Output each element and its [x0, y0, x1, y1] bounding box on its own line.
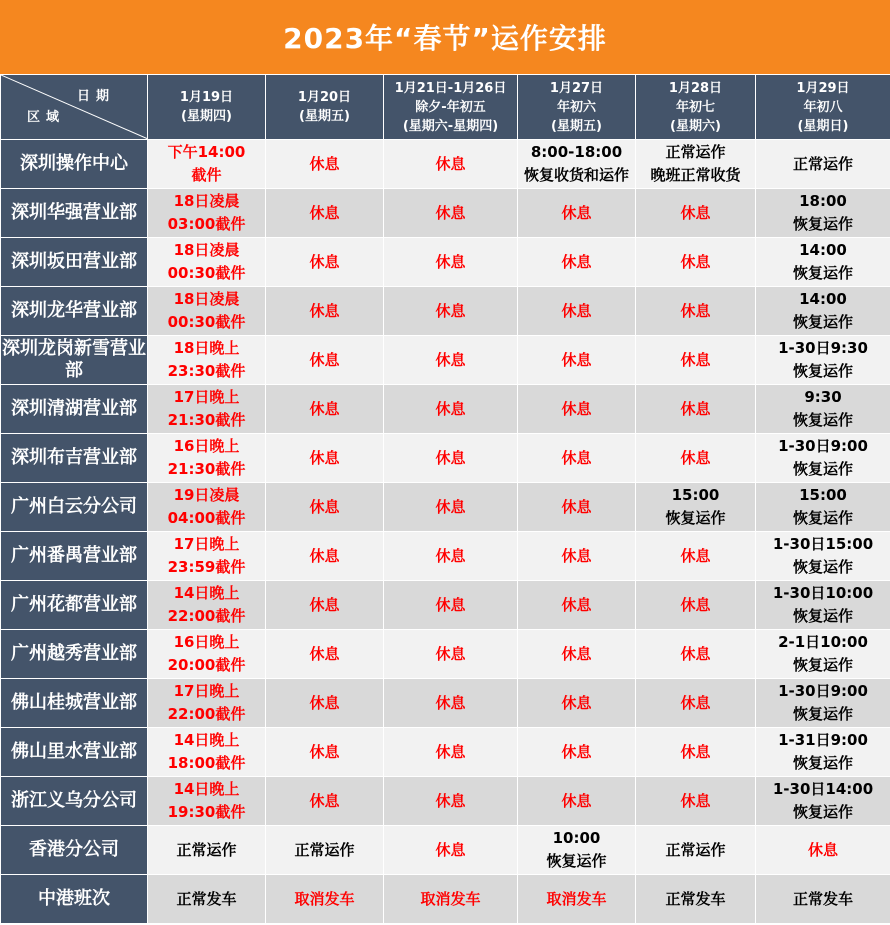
cell-line-2: 恢复运作	[546, 852, 607, 870]
cell-line-1: 休息	[680, 595, 711, 614]
schedule-cell	[148, 679, 266, 728]
cell-line-1: 1-30日9:00	[778, 437, 868, 455]
cell-line-1: 1-30日10:00	[772, 584, 874, 602]
cell-line-1: 1-30日9:30	[778, 339, 868, 357]
schedule-cell	[636, 826, 756, 875]
cell-line-1: 休息	[309, 742, 340, 761]
table-row	[1, 630, 890, 679]
cell-line-1: 17日晚上	[173, 682, 240, 700]
cell-line-1: 休息	[561, 448, 592, 467]
cell-line-1: 休息	[807, 840, 838, 859]
schedule-cell	[518, 679, 636, 728]
cell-line-1: 17日晚上	[173, 535, 240, 553]
cell-line-1: 休息	[309, 350, 340, 369]
column-weekday: (星期四)	[181, 109, 232, 124]
cell-line-1: 休息	[561, 497, 592, 516]
column-header	[756, 75, 890, 140]
cell-line-1: 休息	[561, 546, 592, 565]
table-header	[1, 75, 890, 140]
schedule-cell	[148, 238, 266, 287]
table-row	[1, 434, 890, 483]
cell-line-2: 恢复运作	[792, 509, 853, 527]
schedule-cell	[384, 238, 518, 287]
cell-line-2: 22:00截件	[167, 705, 246, 723]
cell-line-1: 18日凌晨	[173, 192, 240, 210]
schedule-cell	[756, 728, 890, 777]
cell-line-1: 休息	[435, 742, 466, 761]
schedule-cell	[148, 483, 266, 532]
schedule-cell	[384, 483, 518, 532]
cell-line-1: 休息	[680, 252, 711, 271]
cell-line-1: 休息	[435, 791, 466, 810]
column-lunar: 年初七	[675, 99, 715, 115]
cell-line-2: 恢复运作	[792, 411, 853, 429]
cell-line-1: 休息	[309, 497, 340, 516]
region-name: 广州越秀营业部	[1, 630, 148, 679]
cell-line-2: 恢复运作	[792, 460, 853, 478]
cell-line-1: 休息	[561, 203, 592, 222]
schedule-cell	[148, 385, 266, 434]
schedule-cell	[636, 483, 756, 532]
schedule-cell	[384, 581, 518, 630]
cell-line-1: 休息	[680, 791, 711, 810]
cell-line-2: 03:00截件	[167, 215, 246, 233]
schedule-cell	[266, 238, 384, 287]
cell-line-1: 正常发车	[792, 889, 853, 908]
schedule-cell	[518, 336, 636, 385]
cell-line-1: 休息	[435, 497, 466, 516]
cell-line-1: 休息	[561, 791, 592, 810]
cell-line-1: 休息	[561, 595, 592, 614]
schedule-cell	[636, 287, 756, 336]
cell-line-1: 休息	[680, 350, 711, 369]
schedule-cell	[384, 287, 518, 336]
schedule-cell	[756, 581, 890, 630]
cell-line-2: 19:30截件	[167, 803, 246, 821]
cell-line-2: 00:30截件	[167, 264, 246, 282]
cell-line-1: 休息	[435, 252, 466, 271]
table-row	[1, 483, 890, 532]
cell-line-1: 正常运作	[665, 840, 726, 859]
schedule-cell	[756, 826, 890, 875]
region-name: 佛山桂城营业部	[1, 679, 148, 728]
column-lunar: 年初八	[803, 99, 843, 115]
schedule-cell	[518, 777, 636, 826]
table-row	[1, 728, 890, 777]
cell-line-2: 04:00截件	[167, 509, 246, 527]
column-date: 1月28日	[668, 80, 723, 96]
cell-line-2: 恢复运作	[792, 264, 853, 282]
cell-line-1: 休息	[309, 399, 340, 418]
cell-line-1: 14日晚上	[173, 731, 240, 749]
schedule-cell	[266, 875, 384, 924]
schedule-cell	[756, 483, 890, 532]
cell-line-1: 休息	[309, 301, 340, 320]
schedule-cell	[384, 728, 518, 777]
schedule-cell	[636, 434, 756, 483]
cell-line-1: 16日晚上	[173, 633, 240, 651]
schedule-cell	[266, 826, 384, 875]
schedule-cell	[148, 336, 266, 385]
cell-line-1: 2-1日10:00	[778, 633, 868, 651]
region-name: 深圳龙岗新雪营业部	[1, 336, 148, 385]
schedule-cell	[384, 875, 518, 924]
region-name: 香港分公司	[1, 826, 148, 875]
column-date: 1月21日-1月26日	[394, 80, 507, 96]
cell-line-1: 取消发车	[546, 889, 607, 908]
cell-line-1: 正常运作	[294, 840, 355, 859]
table-row	[1, 777, 890, 826]
cell-line-1: 休息	[561, 742, 592, 761]
schedule-cell	[266, 532, 384, 581]
column-date: 1月19日	[179, 90, 234, 105]
schedule-cell	[148, 728, 266, 777]
schedule-cell	[518, 140, 636, 189]
cell-line-1: 休息	[309, 448, 340, 467]
table-row	[1, 581, 890, 630]
column-weekday: (星期六-星期四)	[402, 118, 499, 134]
corner-header	[1, 75, 148, 140]
schedule-cell	[384, 630, 518, 679]
cell-line-2: 恢复运作	[792, 215, 853, 233]
cell-line-1: 18日晚上	[173, 339, 240, 357]
cell-line-1: 休息	[435, 644, 466, 663]
cell-line-1: 休息	[309, 693, 340, 712]
cell-line-1: 休息	[309, 791, 340, 810]
cell-line-1: 休息	[309, 546, 340, 565]
cell-line-1: 15:00	[671, 486, 720, 504]
schedule-cell	[636, 777, 756, 826]
schedule-cell	[384, 826, 518, 875]
cell-line-1: 休息	[309, 252, 340, 271]
schedule-cell	[518, 238, 636, 287]
column-header	[148, 75, 266, 140]
corner-area-label: 区域	[27, 110, 66, 125]
cell-line-1: 14:00	[799, 290, 847, 308]
schedule-cell	[518, 189, 636, 238]
cell-line-1: 16日晚上	[173, 437, 240, 455]
table-row	[1, 140, 890, 189]
cell-line-1: 休息	[680, 301, 711, 320]
schedule-cell	[266, 385, 384, 434]
schedule-cell	[518, 385, 636, 434]
cell-line-2: 20:00截件	[167, 656, 246, 674]
column-date: 1月27日	[549, 80, 604, 96]
schedule-cell	[266, 581, 384, 630]
cell-line-2: 恢复运作	[792, 313, 853, 331]
schedule-cell	[384, 679, 518, 728]
schedule-cell	[384, 434, 518, 483]
cell-line-1: 休息	[680, 546, 711, 565]
schedule-cell	[636, 581, 756, 630]
schedule-cell	[636, 728, 756, 777]
schedule-cell	[518, 826, 636, 875]
cell-line-1: 休息	[561, 644, 592, 663]
schedule-cell	[384, 777, 518, 826]
schedule-cell	[756, 630, 890, 679]
cell-line-2: 恢复运作	[792, 754, 853, 772]
schedule-cell	[756, 336, 890, 385]
schedule-cell	[266, 777, 384, 826]
schedule-cell	[636, 630, 756, 679]
cell-line-1: 休息	[435, 595, 466, 614]
cell-line-2: 18:00截件	[167, 754, 246, 772]
schedule-cell	[756, 189, 890, 238]
schedule-cell	[384, 336, 518, 385]
schedule-cell	[148, 826, 266, 875]
cell-line-1: 14日晚上	[173, 780, 240, 798]
cell-line-2: 恢复收货和运作	[523, 166, 629, 184]
cell-line-1: 1-31日9:00	[778, 731, 868, 749]
cell-line-2: 恢复运作	[792, 362, 853, 380]
schedule-cell	[518, 581, 636, 630]
region-name: 中港班次	[1, 875, 148, 924]
schedule-cell	[636, 385, 756, 434]
cell-line-1: 8:00-18:00	[530, 143, 623, 161]
schedule-cell	[148, 777, 266, 826]
cell-line-1: 休息	[680, 742, 711, 761]
schedule-cell	[384, 189, 518, 238]
schedule-cell	[266, 140, 384, 189]
table-row	[1, 875, 890, 924]
column-lunar: 除夕-年初五	[415, 99, 486, 115]
cell-line-1: 休息	[561, 301, 592, 320]
diagonal-divider	[1, 75, 148, 139]
table-row	[1, 679, 890, 728]
cell-line-1: 休息	[435, 399, 466, 418]
column-weekday: (星期日)	[797, 118, 849, 134]
cell-line-2: 晚班正常收货	[650, 166, 741, 184]
schedule-cell	[384, 385, 518, 434]
schedule-cell	[148, 434, 266, 483]
schedule-cell	[756, 434, 890, 483]
cell-line-1: 17日晚上	[173, 388, 240, 406]
column-date: 1月20日	[297, 90, 352, 105]
cell-line-1: 休息	[309, 154, 340, 173]
column-header	[266, 75, 384, 140]
cell-line-2: 23:30截件	[167, 362, 246, 380]
cell-line-2: 恢复运作	[792, 705, 853, 723]
region-name: 广州白云分公司	[1, 483, 148, 532]
schedule-cell	[636, 238, 756, 287]
cell-line-1: 下午14:00	[167, 143, 246, 161]
cell-line-1: 休息	[309, 644, 340, 663]
schedule-cell	[636, 532, 756, 581]
cell-line-1: 1-30日14:00	[772, 780, 874, 798]
region-name: 深圳华强营业部	[1, 189, 148, 238]
column-header	[384, 75, 518, 140]
schedule-cell	[756, 532, 890, 581]
region-name: 广州花都营业部	[1, 581, 148, 630]
cell-line-2: 恢复运作	[792, 803, 853, 821]
schedule-cell	[266, 630, 384, 679]
cell-line-1: 正常运作	[665, 143, 726, 161]
cell-line-2: 22:00截件	[167, 607, 246, 625]
cell-line-2: 恢复运作	[792, 558, 853, 576]
schedule-cell	[266, 679, 384, 728]
cell-line-2: 恢复运作	[792, 607, 853, 625]
schedule-cell	[148, 140, 266, 189]
cell-line-1: 休息	[680, 399, 711, 418]
schedule-table	[0, 74, 890, 924]
column-header	[518, 75, 636, 140]
cell-line-1: 休息	[435, 546, 466, 565]
page-title: 2023年“春节”运作安排	[0, 0, 890, 74]
schedule-cell	[756, 875, 890, 924]
schedule-cell	[148, 581, 266, 630]
column-weekday: (星期六)	[670, 118, 721, 134]
region-name: 深圳操作中心	[1, 140, 148, 189]
cell-line-1: 休息	[309, 595, 340, 614]
schedule-cell	[756, 140, 890, 189]
cell-line-2: 恢复运作	[665, 509, 726, 527]
cell-line-1: 休息	[435, 301, 466, 320]
schedule-cell	[384, 140, 518, 189]
schedule-cell	[636, 189, 756, 238]
schedule-cell	[756, 238, 890, 287]
schedule-cell	[518, 630, 636, 679]
region-name: 深圳龙华营业部	[1, 287, 148, 336]
cell-line-1: 9:30	[804, 388, 842, 406]
cell-line-1: 休息	[435, 350, 466, 369]
cell-line-1: 休息	[680, 644, 711, 663]
cell-line-2: 21:30截件	[167, 411, 246, 429]
cell-line-2: 00:30截件	[167, 313, 246, 331]
schedule-cell	[266, 483, 384, 532]
schedule-cell	[266, 336, 384, 385]
cell-line-1: 18日凌晨	[173, 290, 240, 308]
corner-date-label: 日期	[76, 89, 115, 104]
schedule-cell	[756, 385, 890, 434]
cell-line-1: 14:00	[799, 241, 847, 259]
table-row	[1, 826, 890, 875]
region-name: 深圳清湖营业部	[1, 385, 148, 434]
schedule-cell	[266, 728, 384, 777]
region-name: 深圳坂田营业部	[1, 238, 148, 287]
cell-line-1: 休息	[680, 448, 711, 467]
schedule-cell	[636, 679, 756, 728]
schedule-cell	[518, 875, 636, 924]
cell-line-1: 正常运作	[792, 154, 853, 173]
schedule-cell	[384, 532, 518, 581]
cell-line-2: 23:59截件	[167, 558, 246, 576]
table-row	[1, 532, 890, 581]
schedule-cell	[518, 287, 636, 336]
cell-line-1: 18:00	[799, 192, 847, 210]
table-row	[1, 189, 890, 238]
cell-line-2: 21:30截件	[167, 460, 246, 478]
schedule-cell	[636, 336, 756, 385]
cell-line-1: 休息	[680, 203, 711, 222]
schedule-cell	[518, 483, 636, 532]
schedule-cell	[148, 532, 266, 581]
cell-line-1: 15:00	[799, 486, 847, 504]
schedule-cell	[148, 630, 266, 679]
schedule-cell	[148, 189, 266, 238]
table-row	[1, 385, 890, 434]
schedule-cell	[148, 287, 266, 336]
cell-line-2: 恢复运作	[792, 656, 853, 674]
region-name: 广州番禺营业部	[1, 532, 148, 581]
column-weekday: (星期五)	[299, 109, 350, 124]
cell-line-1: 休息	[561, 399, 592, 418]
cell-line-1: 1-30日15:00	[772, 535, 874, 553]
cell-line-1: 19日凌晨	[173, 486, 240, 504]
schedule-cell	[756, 679, 890, 728]
cell-line-1: 1-30日9:00	[778, 682, 868, 700]
schedule-cell	[636, 140, 756, 189]
cell-line-1: 正常发车	[665, 889, 726, 908]
schedule-cell	[266, 434, 384, 483]
region-name: 佛山里水营业部	[1, 728, 148, 777]
table-row	[1, 238, 890, 287]
schedule-cell	[518, 728, 636, 777]
schedule-cell	[518, 434, 636, 483]
column-weekday: (星期五)	[551, 118, 602, 134]
cell-line-1: 休息	[561, 252, 592, 271]
cell-line-1: 正常发车	[176, 889, 237, 908]
cell-line-1: 正常运作	[176, 840, 237, 859]
schedule-cell	[266, 189, 384, 238]
cell-line-1: 18日凌晨	[173, 241, 240, 259]
table-row	[1, 336, 890, 385]
cell-line-1: 取消发车	[294, 889, 355, 908]
cell-line-1: 休息	[435, 203, 466, 222]
cell-line-1: 10:00	[552, 829, 601, 847]
schedule-cell	[266, 287, 384, 336]
cell-line-1: 休息	[561, 693, 592, 712]
schedule-cell	[756, 777, 890, 826]
schedule-cell	[636, 875, 756, 924]
cell-line-1: 休息	[309, 203, 340, 222]
column-lunar: 年初六	[556, 99, 596, 115]
region-name: 深圳布吉营业部	[1, 434, 148, 483]
schedule-cell	[518, 532, 636, 581]
schedule-cell	[148, 875, 266, 924]
cell-line-1: 休息	[561, 350, 592, 369]
table-body	[1, 140, 890, 924]
column-header	[636, 75, 756, 140]
cell-line-1: 休息	[435, 448, 466, 467]
cell-line-1: 取消发车	[420, 889, 481, 908]
table-row	[1, 287, 890, 336]
cell-line-1: 休息	[435, 840, 466, 859]
column-date: 1月29日	[796, 80, 850, 96]
cell-line-1: 休息	[435, 693, 466, 712]
cell-line-1: 14日晚上	[173, 584, 240, 602]
region-name: 浙江义乌分公司	[1, 777, 148, 826]
cell-line-1: 休息	[435, 154, 466, 173]
schedule-cell	[756, 287, 890, 336]
cell-line-2: 截件	[191, 166, 222, 184]
cell-line-1: 休息	[680, 693, 711, 712]
